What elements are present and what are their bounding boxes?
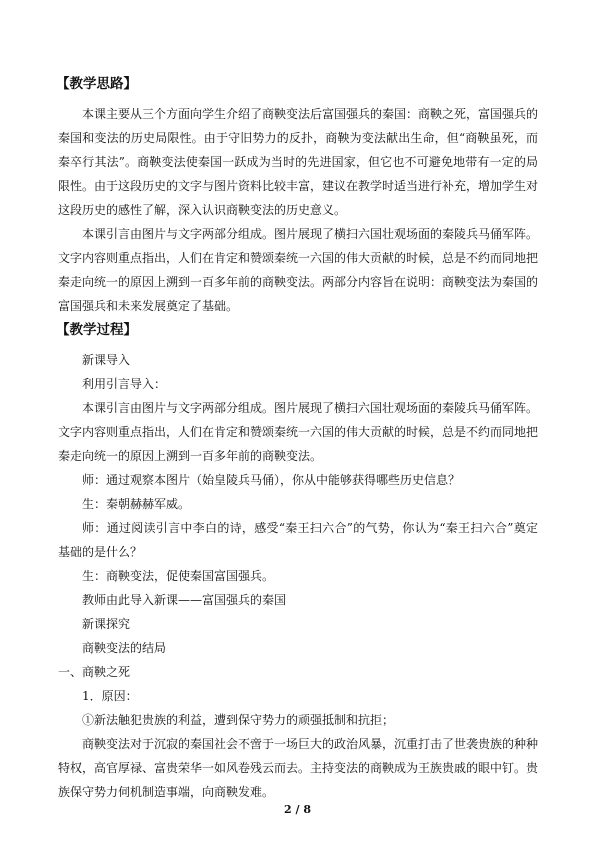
paragraph: 商鞅变法的结局 [82,641,167,655]
paragraph: 利用引言导入： [82,377,167,391]
paragraph: 商鞅变法对于沉寂的秦国社会不啻于一场巨大的政治风暴，沉重打击了世袭贵族的种种特权，高官厚禄、富贵荣华一如风卷残云而去。主持变法的商鞅成为王族贵戚的眼中钉。贵族保守势力伺机制造事端，向商鞅发难。 [58,737,539,799]
paragraph: 新课探究 [82,617,131,631]
paragraph: ①新法触犯贵族的利益，遭到保守势力的顽强抵制和抗拒； [82,713,395,727]
paragraph: 生：秦朝赫赫军威。 [82,497,191,511]
page-number: 2 / 8 [284,803,311,816]
page-content [58,74,538,804]
paragraph: 生：商鞅变法，促使秦国富国强兵。 [82,569,275,583]
paragraph: 本课引言由图片与文字两部分组成。图片展现了横扫六国壮观场面的秦陵兵马俑军阵。文字内容则重点指出，人们在肯定和赞颂秦统一六国的伟大贡献的时候，总是不约而同地把秦走向统一的原因上溯到一百多年前的商鞅变法。两部分内容旨在说明：商鞅变法为秦国的富国强兵和未来发展奠定了基础。 [58,227,539,313]
paragraph: 新课导入 [82,353,131,367]
paragraph: 本课引言由图片与文字两部分组成。图片展现了横扫六国壮观场面的秦陵兵马俑军阵。文字内容则重点指出，人们在肯定和赞颂秦统一六国的伟大贡献的时候，总是不约而同地把秦走向统一的原因上溯到一百多年前的商鞅变法。 [58,401,539,463]
paragraph: 1．原因： [82,689,138,703]
section-heading-teaching-process: 【教学过程】 [56,322,137,338]
section-heading-teaching-approach: 【教学思路】 [56,76,137,92]
paragraph: 师：通过阅读引言中李白的诗，感受“秦王扫六合”的气势，你认为“秦王扫六合”奠定基础的是什么？ [58,521,538,559]
paragraph: 师：通过观察本图片（始皇陵兵马俑），你从中能够获得哪些历史信息？ [82,473,461,487]
paragraph: 教师由此导入新课——富国强兵的秦国 [82,593,287,607]
paragraph: 本课主要从三个方面向学生介绍了商鞅变法后富国强兵的秦国：商鞅之死，富国强兵的秦国和变法的历史局限性。由于守旧势力的反扑，商鞅为变法献出生命，但“商鞅虽死，而秦卒行其法”。商鞅变法使秦国一跃成为当时的先进国家，但它也不可避免地带有一定的局限性。由于这段历史的文字与图片资料比较丰富，建议在教学时适当进行补充，增加学生对这段历史的感性了解，深入认识商鞅变法的历史意义。 [58,107,539,217]
section-subheading: 一、商鞅之死 [58,665,131,679]
